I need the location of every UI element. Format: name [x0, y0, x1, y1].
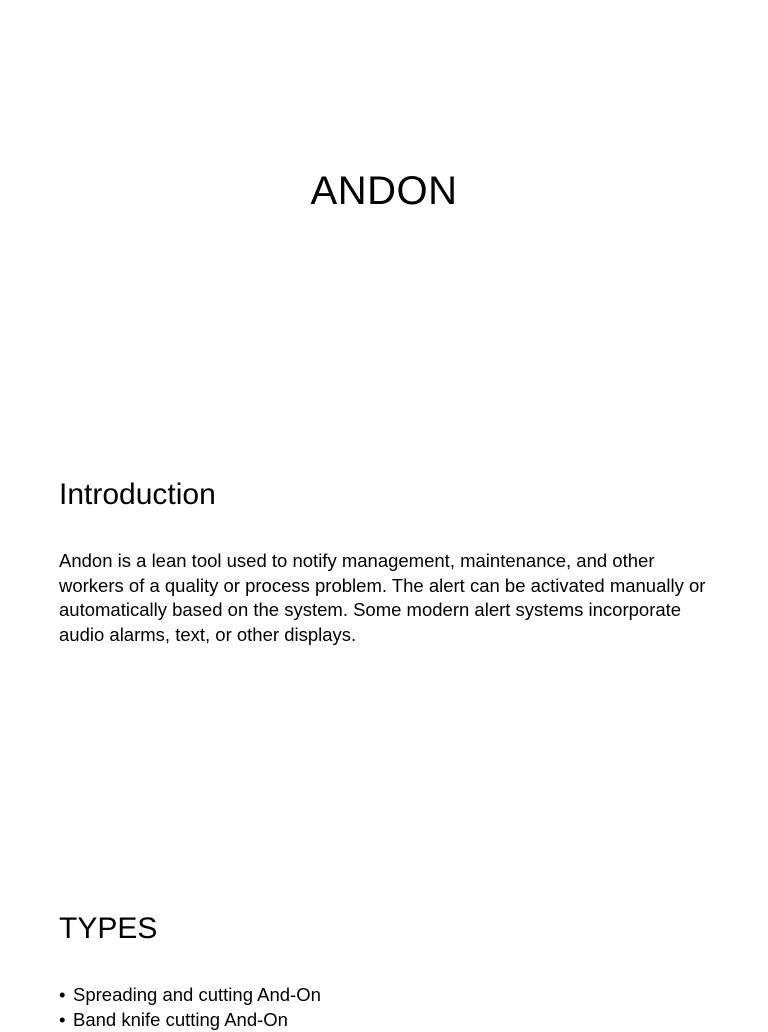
slide-title: ANDON: [310, 169, 458, 213]
introduction-body: Andon is a lean tool used to notify management, maintenance, and other workers of a quality or process problem. The alert can be activated manually or automatically based on the system. Some modern alert systems incorporate audio alarms, text, or other displays.: [59, 550, 706, 645]
types-list-item: • Spreading and cutting And-On: [59, 982, 321, 1007]
introduction-heading: Introduction: [59, 478, 216, 511]
types-list: [59, 982, 321, 1032]
types-heading: TYPES: [59, 912, 158, 945]
types-list-item: • Band knife cutting And-On: [59, 1007, 321, 1032]
